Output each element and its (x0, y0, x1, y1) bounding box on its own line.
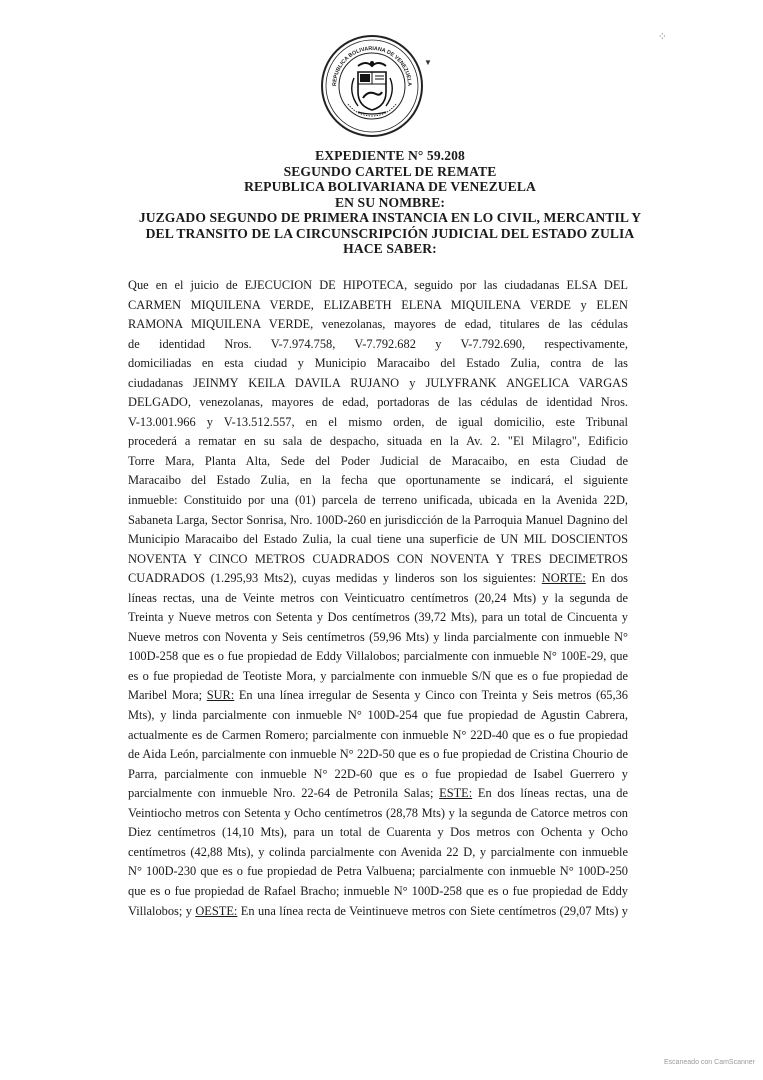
body-line: que es o fue propiedad de Rafael Bracho; inmueble N° 100D-258 que es o fue propiedad de Eddy (128, 883, 628, 898)
body-line: Que en el juicio de EJECUCION DE HIPOTECA, seguido por las ciudadanas ELSA DEL (128, 278, 628, 292)
body-line: Municipio Maracaibo del Estado Zulia, la cual tiene una superficie de UN MIL DOSCIENTOS (128, 532, 628, 547)
body-line: centímetros (42,88 Mts), y colinda parcialmente con Avenida 22 D, y parcialmente con inmueble (128, 844, 628, 859)
body-line: procederá a rematar en su sala de despacho, situada en la Av. 2. "El Milagro", Edificio (128, 434, 628, 449)
coat-of-arms-icon (318, 32, 426, 140)
body-line: Torre Mara, Planta Alta, Sede del Poder Judicial de Maracaibo, en esta Ciudad de (128, 453, 628, 468)
case-number: EXPEDIENTE N° 59.208 (315, 148, 465, 163)
body-line: de identidad Nros. V-7.974.758, V-7.792.682 y V-7.792.690, respectivamente, (128, 336, 628, 351)
body-line: de Aida León, parcialmente con inmueble N° 22D-50 que es o fue propiedad de Cristina Chourio de (128, 747, 628, 762)
body-line: líneas rectas, una de Veinte metros con Veinticuatro centímetros (20,24 Mts) y la segunda de (128, 590, 628, 605)
body-line: actualmente es de Carmen Romero; parcialmente con inmueble N° 22D-40 que es o fue propiedad (128, 727, 628, 742)
notice-line: HACE SABER: (343, 241, 437, 256)
document-body (128, 276, 628, 921)
court-name-line-2: DEL TRANSITO DE LA CIRCUNSCRIPCIÓN JUDICIAL DEL ESTADO ZULIA (145, 225, 635, 241)
svg-text:REPUBLICA BOLIVARIANA DE VENEZ: REPUBLICA BOLIVARIANA DE VENEZUELA (331, 45, 413, 87)
body-line: Diez centímetros (14,10 Mts), para un total de Cuarenta y Dos metros con Ochenta y Ocho (128, 825, 628, 840)
in-its-name-line: EN SU NOMBRE: (334, 194, 446, 210)
body-line: CARMEN MIQUILENA VERDE, ELIZABETH ELENA MIQUILENA VERDE y ELEN (128, 297, 628, 312)
body-line: Parra, parcialmente con inmueble N° 22D-60 que es o fue propiedad de Isabel Guerrero y (128, 766, 628, 781)
scanner-watermark: Escaneado con CamScanner (663, 1059, 755, 1066)
body-line: V-13.001.966 y V-13.512.557, en el mismo orden, de igual domicilio, este Tribunal (128, 414, 628, 429)
body-line: RAMONA MIQUILENA VERDE, venezolanas, mayores de edad, titulares de las cédulas (128, 317, 628, 332)
body-line: Veintiocho metros con Setenta y Ocho centímetros (28,78 Mts) y la segunda de Catorce metros con (128, 805, 628, 820)
body-line: CUADRADOS (1.295,93 Mts2), cuyas medidas y linderos son los siguientes: NORTE: En dos (128, 571, 628, 586)
scan-speckles: ⁘ (657, 31, 667, 43)
body-line: DELGADO, venezolanas, mayores de edad, portadoras de las cédulas de identidad Nros. (128, 395, 628, 410)
body-line: N° 100D-230 que es o fue propiedad de Petra Valbuena; parcialmente con inmueble N° 100D-250 (128, 864, 628, 879)
body-line: inmueble: Constituido por una (01) parcela de terreno unificada, ubicada en la Avenida 22D, (128, 493, 628, 508)
body-line: 100D-258 que es o fue propiedad de Eddy Villalobos; parcialmente con inmueble N° 100E-29, que (128, 649, 628, 664)
body-line: Treinta y Nueve metros con Setenta y Dos centímetros (39,72 Mts), para un total de Cincuenta y (128, 610, 628, 625)
body-line: ciudadanas JEINMY KEILA DAVILA RUJANO y JULYFRANK ANGELICA VARGAS (128, 375, 628, 390)
body-line: Nueve metros con Noventa y Seis centímetros (59,96 Mts) y linda parcialmente con inmueble N° (128, 629, 628, 644)
body-line: NOVENTA Y CINCO METROS CUADRADOS CON NOVENTA Y TRES DECIMETROS (128, 551, 628, 566)
document-header (120, 148, 660, 257)
body-line: domiciliadas en esta ciudad y Municipio Maracaibo del Estado Zulia, contra de las (128, 356, 628, 371)
body-line: es o fue propiedad de Teotiste Mora, y parcialmente con inmueble S/N que es o fue propiedad de (128, 668, 628, 683)
body-line: Mts), y linda parcialmente con inmueble N° 100D-254 que fue propiedad de Agustin Cabrera, (128, 708, 628, 723)
body-line: parcialmente con inmueble Nro. 22-64 de Petronila Salas; ESTE: En dos líneas rectas, una de (128, 786, 628, 801)
court-name-line-1: JUZGADO SEGUNDO DE PRIMERA INSTANCIA EN LO CIVIL, MERCANTIL Y (138, 210, 642, 225)
body-line: Maribel Mora; SUR: En una línea irregular de Sesenta y Cinco con Treinta y Seis metros (65,36 (128, 688, 628, 703)
pen-mark-icon: ▼ (424, 58, 432, 67)
document-title: SEGUNDO CARTEL DE REMATE (283, 163, 497, 179)
body-line: Villalobos; y OESTE: En una línea recta de Veintinueve metros con Siete centímetros (29,07 Mts) y (128, 903, 628, 918)
body-line: Sabaneta Larga, Sector Sonrisa, Nro. 100D-260 en jurisdicción de la Parroquia Manuel Dagnino del (128, 512, 628, 527)
body-line: Maracaibo del Estado Zulia, en la fecha que oportunamente se indicará, el siguiente (128, 473, 628, 488)
court-seal (318, 32, 426, 140)
country-line: REPUBLICA BOLIVARIANA DE VENEZUELA (244, 179, 536, 194)
